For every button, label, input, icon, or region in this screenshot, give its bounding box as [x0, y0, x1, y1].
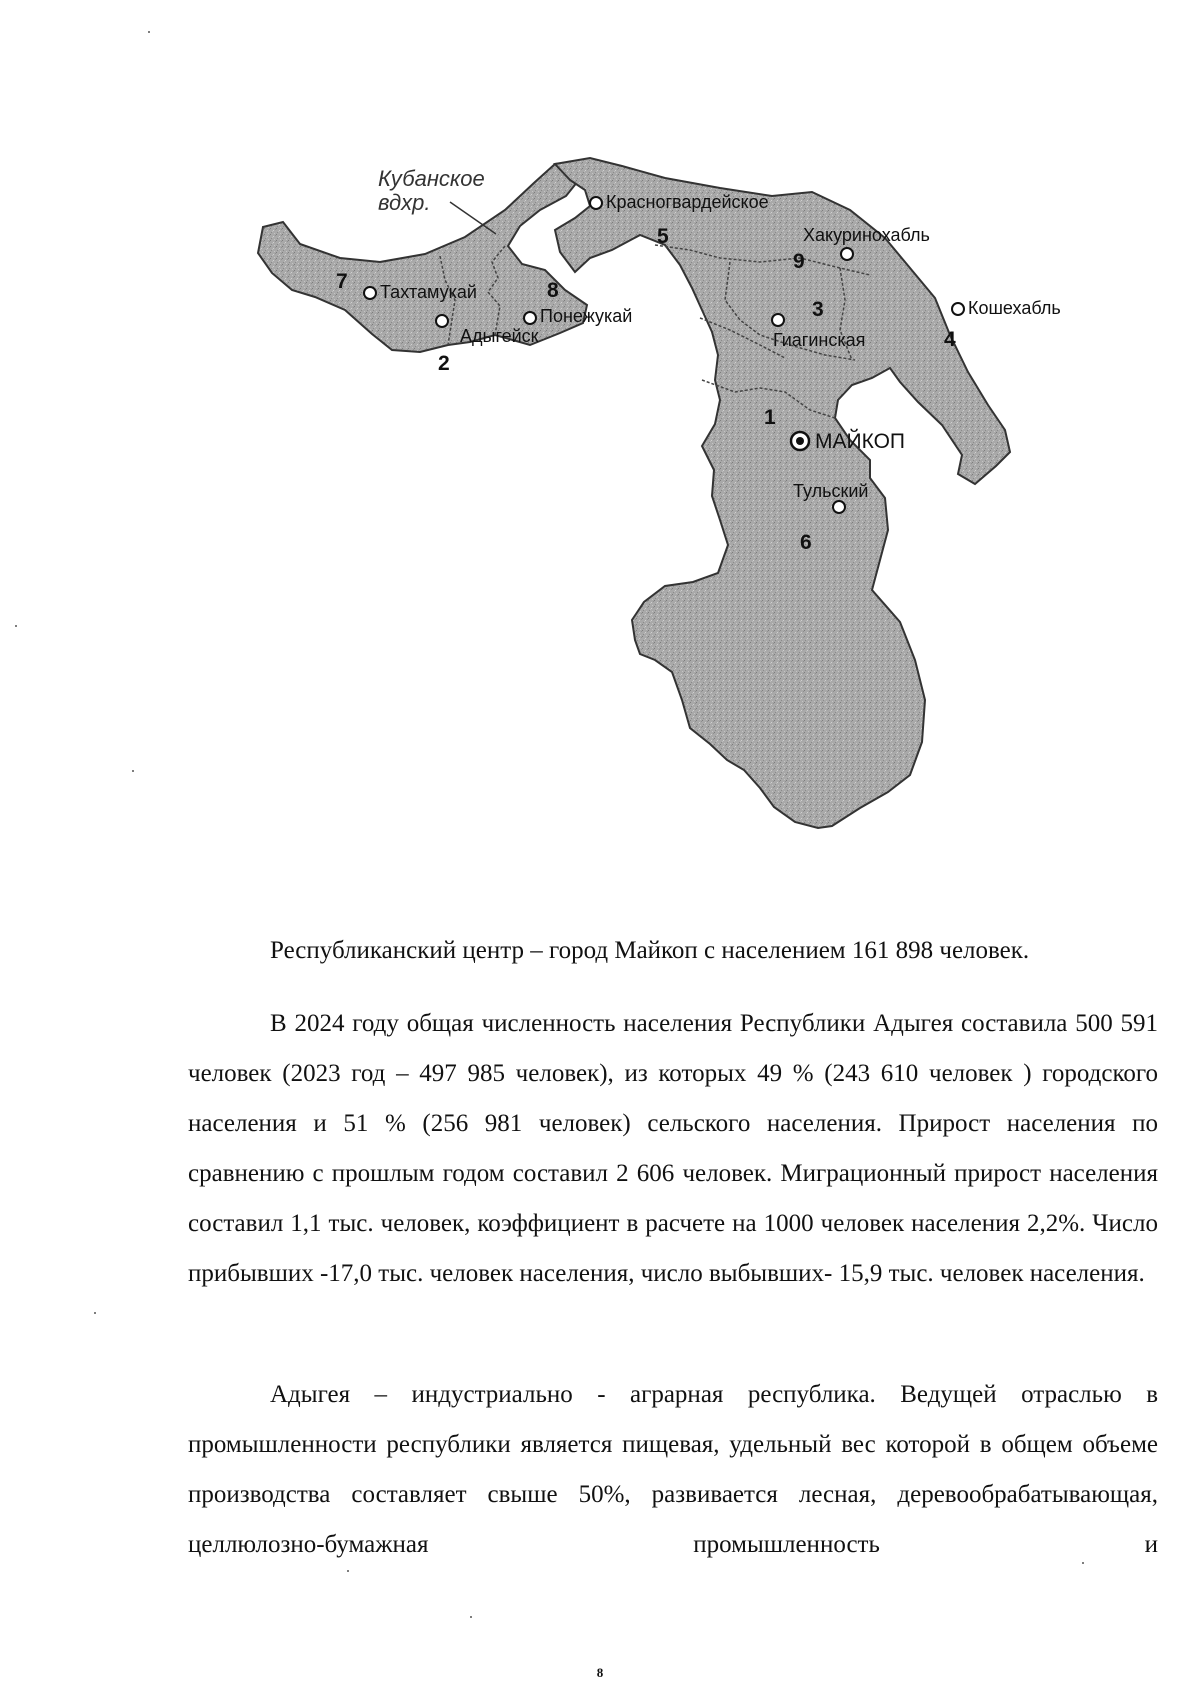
- reservoir-label-line1: Кубанское: [378, 166, 485, 191]
- capital-label: МАЙКОП: [815, 430, 906, 453]
- settlement-label: Тульский: [793, 481, 869, 501]
- settlement-label: Хакуринохабль: [803, 225, 930, 245]
- scan-speck: [94, 1312, 96, 1314]
- reservoir-label-line2: вдхр.: [378, 190, 431, 215]
- page-number: 8: [596, 1665, 604, 1680]
- district-number-1: 1: [764, 406, 776, 429]
- paragraph-industry: Адыгея – индустриально - аграрная республика. Ведущей отраслью в промышленности республики является пищевая, удельный вес которой в общем объеме производства составляет свыше 50%, развивается лесная, деревообрабатывающая, целлюлозно-бумажная промышленность и: [188, 1381, 1158, 1558]
- settlement-label: Адыгейск: [460, 326, 539, 346]
- paragraph-capital: Республиканский центр – город Майкоп с населением 161 898 человек.: [270, 937, 1030, 964]
- settlement-label: Гиагинская: [773, 330, 866, 350]
- settlement-krasnogvardeyskoe: [590, 192, 769, 212]
- district-number-6: 6: [800, 531, 812, 554]
- scan-speck: [132, 770, 134, 772]
- settlement-label: Красногвардейское: [606, 192, 769, 212]
- scan-speck: [15, 625, 17, 627]
- district-number-7: 7: [336, 270, 348, 293]
- district-number-9: 9: [793, 250, 805, 273]
- scan-speck: [148, 31, 150, 33]
- settlement-takhtamukay: [364, 282, 477, 302]
- paragraph-population: В 2024 году общая численность населения Республики Адыгея составила 500 591 человек (2023 год – 497 985 человек), из которых 49 % (243 610 человек ) городского населения и 51 % (256 981 человек) сельского населения. Прирост населения по сравнению с прошлым годом составил 2 606 человек. Миграционный прирост населения составил 1,1 тыс. человек, коэффициент в расчете на 1000 человек населения 2,2%. Число прибывших -17,0 тыс. человек населения, число выбывших- 15,9 тыс. человек населения.: [188, 1010, 1158, 1287]
- scan-speck: [1082, 1562, 1084, 1564]
- district-number-3: 3: [812, 298, 824, 321]
- scan-speck: [470, 1616, 472, 1618]
- east-region-shape: [555, 158, 1010, 828]
- settlement-koshekhabl: [952, 298, 1061, 318]
- settlement-label: Тахтамукай: [380, 282, 477, 302]
- district-number-8: 8: [547, 279, 559, 302]
- district-number-4: 4: [944, 328, 956, 351]
- district-number-2: 2: [438, 352, 450, 375]
- district-number-5: 5: [657, 225, 669, 248]
- scan-speck: [347, 1570, 349, 1572]
- settlement-label: Кошехабль: [968, 298, 1061, 318]
- reservoir-pointer-line: [450, 202, 496, 234]
- settlement-label: Понежукай: [540, 306, 633, 326]
- settlement-ponezhukay: [524, 306, 632, 326]
